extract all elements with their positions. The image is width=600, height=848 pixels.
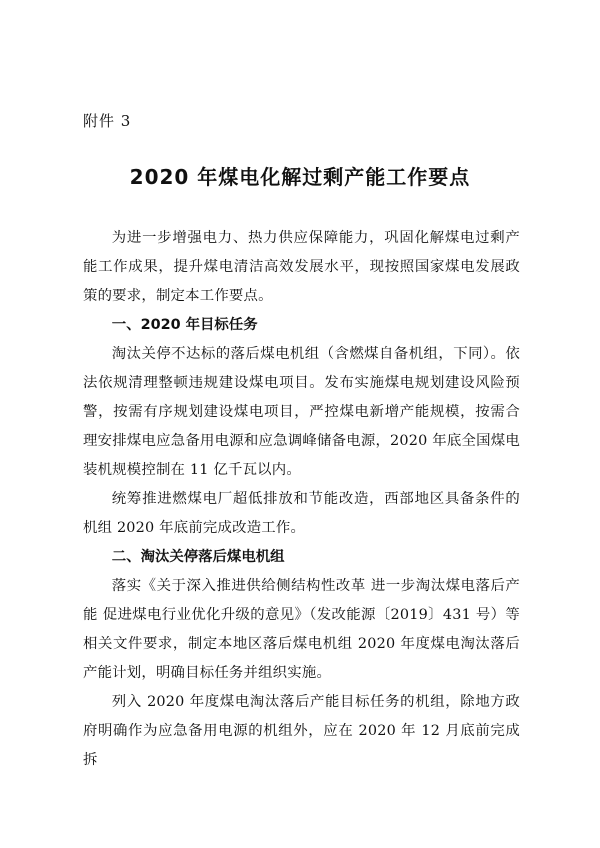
section-heading-1: 一、2020 年目标任务 (111, 317, 258, 333)
section-heading-2: 二、淘汰关停落后煤电机组 (111, 549, 285, 565)
section-1-paragraph-2: 统筹推进燃煤电厂超低排放和节能改造，西部地区具备条件的机组 2020 年底前完成改造工作。 (83, 491, 520, 536)
section-1-paragraph-1: 淘汰关停不达标的落后煤电机组（含燃煤自备机组，下同）。依法依规清理整顿违规建设煤电项目。发布实施煤电规划建设风险预警，按需有序规划建设煤电项目，严控煤电新增产能规模，按需合理安排煤电应急备用电源和应急调峰储备电源，2020 年底全国煤电装机规模控制在 11 亿千瓦以内。 (83, 346, 520, 478)
document-title: 2020 年煤电化解过剩产能工作要点 (129, 165, 471, 189)
intro-paragraph: 为进一步增强电力、热力供应保障能力，巩固化解煤电过剩产能工作成果，提升煤电清洁高效发展水平，现按照国家煤电发展政策的要求，制定本工作要点。 (83, 230, 520, 304)
section-2-paragraph-2: 列入 2020 年度煤电淘汰落后产能目标任务的机组，除地方政府明确作为应急备用电源的机组外，应在 2020 年 12 月底前完成拆 (83, 694, 520, 768)
section-2-paragraph-1: 落实《关于深入推进供给侧结构性改革 进一步淘汰煤电落后产能 促进煤电行业优化升级的意见》（发改能源〔2019〕431 号）等相关文件要求，制定本地区落后煤电机组 2020 年度煤电淘汰落后产能计划，明确目标任务并组织实施。 (83, 578, 520, 681)
attachment-label: 附件 3 (83, 112, 132, 130)
document-body (83, 224, 520, 775)
